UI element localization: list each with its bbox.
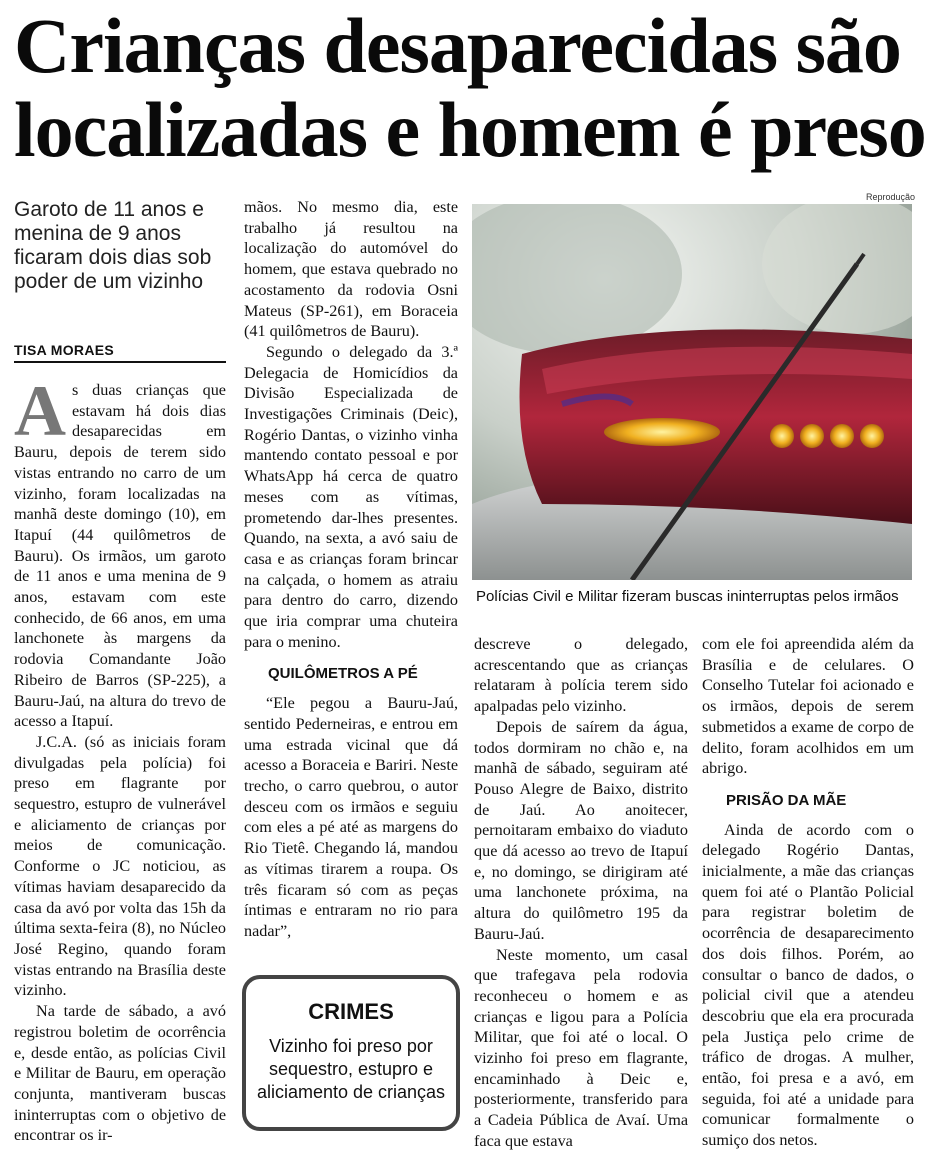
paragraph: “Ele pegou a Bauru-Jaú, sentido Pederneiras, e entrou em uma estrada vicinal que dá acesso a Boraceia e Bariri. Neste trecho, o carro quebrou, o autor desceu com os irmãos e seguiu com eles a pé até as margens do Rio Tietê. Chegando lá, mandou as vítimas tirarem a roupa. Os três ficaram só com as peças íntimas e entraram no rio para nadar”, xyxy=(244,694,458,940)
paragraph: Segundo o delegado da 3.ª Delegacia de Homicídios da Divisão Especializada de Investigações Criminais (Deic), Rogério Dantas, o vizinho vinha mantendo contato pessoal e por WhatsApp há cerca de quatro meses com as vítimas, prometendo dar-lhes presentes. Quando, na sexta, a avó saiu de casa e as crianças foram brincar na calçada, o homem as atraiu para dentro do carro, dizendo que iria comprar uma chuteira para o menino. xyxy=(244,342,458,651)
paragraph xyxy=(14,371,226,732)
headline-line-1: Crianças desaparecidas são xyxy=(14,2,901,89)
paragraph: Ainda de acordo com o delegado Rogério Dantas, inicialmente, a mãe das crianças quem foi até o Plantão Policial para registrar boletim de ocorrência de desaparecimento dos dois filhos. Porém, ao consultar o banco de dados, o policial civil que a atendeu descobriu que ela era procurada pela Justiça pelo crime de tráfico de drogas. A mulher, então, foi presa e a avó, em seguida, foi até a unidade para comunicar formalmente o sumiço dos netos. xyxy=(702,820,914,1150)
photo-caption: Polícias Civil e Militar fizeram buscas ininterruptas pelos irmãos xyxy=(476,588,899,605)
paragraph: J.C.A. (só as iniciais foram divulgadas pela polícia) foi preso em flagrante por sequestro, estupro de vulnerável e aliciamento de crianças por meios de comunicação. Conforme o JC noticiou, as vítimas haviam desaparecido da casa da avó por volta das 15h da última sexta-feira (8), no Núcleo José Regino, quando foram vistas entrando na Brasília deste vizinho. xyxy=(14,732,226,1000)
article-column-1 xyxy=(14,371,226,1146)
paragraph: descreve o delegado, acrescentando que as crianças relataram à polícia terem sido apalpadas pelo vizinho. xyxy=(474,635,688,716)
police-car-photo xyxy=(472,204,912,580)
paragraph: com ele foi apreendida além da Brasília e de celulares. O Conselho Tutelar foi acionado e os irmãos, depois de serem submetidos a exame de corpo de delito, foram acolhidos em um abrigo. xyxy=(702,635,914,778)
drop-cap: A xyxy=(14,371,66,451)
crimes-box-text: Vizinho foi preso por sequestro, estupro e aliciamento de crianças xyxy=(256,1036,446,1102)
paragraph-text: s duas crianças que estavam há dois dias desaparecidas em Bauru, depois de terem sido vistas entrando no carro de um vizinho, foram localizadas na manhã deste domingo (10), em Itapuí (44 quilômetros de Bauru). Os irmãos, um garoto de 11 anos e uma menina de 9 anos, estavam com este conhecido, de 66 anos, em uma lanchonete às margens da rodovia Comandante João Ribeiro de Barros (SP-225), a Bauru-Jaú, na altura do trevo de acesso a Itapuí. xyxy=(14,381,226,731)
subhead-quilometros: QUILÔMETROS A PÉ xyxy=(268,665,418,683)
article-column-3 xyxy=(474,634,688,1152)
kicker: Garoto de 11 anos e menina de 9 anos ficaram dois dias sob poder de um vizinho xyxy=(14,198,212,293)
paragraph: Neste momento, um casal que trafegava pela rodovia reconheceu o homem e as crianças e ligou para a Polícia Militar, que foi até o local. O vizinho foi preso em flagrante, encaminhado à Deic e, posteriormente, transferido para a Cadeia Pública de Avaí. Uma faca que estava xyxy=(474,945,688,1150)
paragraph: mãos. No mesmo dia, este trabalho já resultou na localização do automóvel do homem, que estava quebrado no acostamento da rodovia Osni Mateus (SP-261), em Boraceia (41 quilômetros de Bauru). xyxy=(244,198,458,341)
headline-line-2: localizadas e homem é preso xyxy=(14,86,926,173)
photo-credit: Reprodução xyxy=(866,192,916,202)
headline xyxy=(14,2,926,173)
article-column-4 xyxy=(702,634,914,1151)
paragraph: Na tarde de sábado, a avó registrou boletim de ocorrência e, desde então, as polícias Civil e Militar de Bauru, em operação conjunta, mantiveram buscas ininterruptas com o objetivo de encontrar os ir- xyxy=(14,1002,226,1145)
police-car-lightbar-image xyxy=(472,204,912,580)
crimes-box-title: CRIMES xyxy=(308,999,394,1024)
paragraph: Depois de saírem da água, todos dormiram no chão e, na manhã de sábado, seguiram até Pouso Alegre de Baixo, distrito de Jaú. Ao anoitecer, pernoitaram embaixo do viaduto que dá acesso ao trevo de Itapuí e, no domingo, se dirigiram até uma lanchonete próxima, na altura do quilômetro 195 da Bauru-Jaú. xyxy=(474,717,688,943)
article-column-2 xyxy=(244,197,458,942)
crimes-info-box xyxy=(242,975,460,1131)
subhead-prisao-da-mae: PRISÃO DA MÃE xyxy=(726,791,847,809)
byline: TISA MORAES xyxy=(14,342,226,363)
